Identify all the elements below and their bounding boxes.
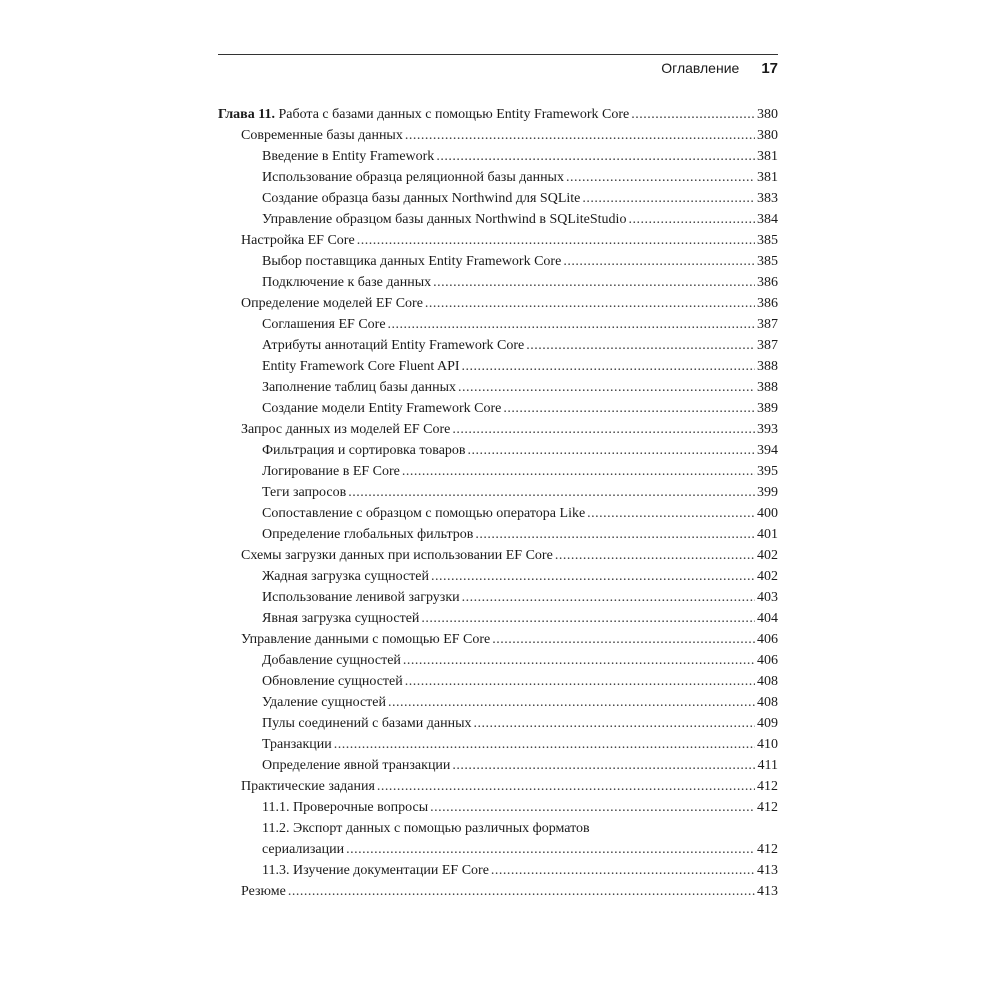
toc-entry-title: Атрибуты аннотаций Entity Framework Core bbox=[262, 338, 525, 353]
toc-leader-dots bbox=[491, 860, 755, 881]
toc-subentry[interactable] bbox=[218, 461, 778, 482]
toc-entry-title: Резюме bbox=[241, 884, 286, 899]
toc-page-number: 412 bbox=[757, 779, 778, 794]
toc-subentry[interactable] bbox=[218, 188, 778, 209]
toc-page-number: 385 bbox=[757, 233, 778, 248]
toc-leader-dots bbox=[431, 566, 755, 587]
toc-entry-title: Управление образцом базы данных Northwind в SQLiteStudio bbox=[262, 212, 627, 227]
toc-chapter-label: Глава 11. bbox=[218, 107, 275, 122]
toc-leader-dots bbox=[473, 713, 755, 734]
toc-entry-title: Транзакции bbox=[262, 737, 332, 752]
toc-entry-title: 11.1. Проверочные вопросы bbox=[262, 800, 429, 815]
toc-page-number: 386 bbox=[757, 296, 778, 311]
toc-entry-title: Современные базы данных bbox=[241, 128, 403, 143]
toc-page-number: 395 bbox=[757, 464, 778, 479]
toc-leader-dots bbox=[433, 272, 755, 293]
toc-subentry-wrapped[interactable] bbox=[218, 818, 778, 860]
toc-leader-dots bbox=[631, 104, 755, 125]
toc-subentry[interactable] bbox=[218, 797, 778, 818]
toc-entry-title: Создание модели Entity Framework Core bbox=[262, 401, 502, 416]
toc-leader-dots bbox=[346, 839, 755, 860]
toc-page-number: 411 bbox=[757, 758, 778, 773]
toc-subentry[interactable] bbox=[218, 209, 778, 230]
toc-page-number: 404 bbox=[757, 611, 778, 626]
toc-subentry[interactable] bbox=[218, 755, 778, 776]
toc-entry-title: Введение в Entity Framework bbox=[262, 149, 435, 164]
toc-leader-dots bbox=[458, 377, 755, 398]
toc-subentry[interactable] bbox=[218, 272, 778, 293]
toc-subentry[interactable] bbox=[218, 713, 778, 734]
toc-page-number: 406 bbox=[757, 653, 778, 668]
toc-entry-title: Практические задания bbox=[241, 779, 375, 794]
toc-entry-title: Создание образца базы данных Northwind для SQLite bbox=[262, 191, 581, 206]
toc-leader-dots bbox=[377, 776, 755, 797]
toc-page-number: 381 bbox=[757, 149, 778, 164]
toc-entry-title: Жадная загрузка сущностей bbox=[262, 569, 430, 584]
toc-entry-title: Управление данными с помощью EF Core bbox=[241, 632, 491, 647]
toc-leader-dots bbox=[468, 440, 755, 461]
toc-page-number: 399 bbox=[757, 485, 778, 500]
toc-entry-title: Пулы соединений с базами данных bbox=[262, 716, 472, 731]
toc-entry[interactable] bbox=[218, 776, 778, 797]
toc-leader-dots bbox=[334, 734, 755, 755]
toc-leader-dots bbox=[582, 188, 755, 209]
toc-entry[interactable] bbox=[218, 545, 778, 566]
toc-subentry[interactable] bbox=[218, 650, 778, 671]
header-rule bbox=[218, 54, 778, 55]
toc-leader-dots bbox=[526, 335, 755, 356]
toc-page-number: 394 bbox=[757, 443, 778, 458]
toc-entry-title: Использование образца реляционной базы данных bbox=[262, 170, 564, 185]
toc-page-number: 406 bbox=[757, 632, 778, 647]
toc-entry-title: Определение моделей EF Core bbox=[241, 296, 423, 311]
toc-entry[interactable] bbox=[218, 629, 778, 650]
toc-entry[interactable] bbox=[218, 293, 778, 314]
toc-leader-dots bbox=[348, 482, 755, 503]
toc-leader-dots bbox=[462, 356, 755, 377]
toc-entry-title: Удаление сущностей bbox=[262, 695, 386, 710]
toc-page-number: 402 bbox=[757, 548, 778, 563]
toc-leader-dots bbox=[492, 629, 755, 650]
toc-leader-dots bbox=[388, 314, 755, 335]
header-page-number: 17 bbox=[761, 60, 778, 77]
toc-page-number: 393 bbox=[757, 422, 778, 437]
toc-page-number: 389 bbox=[757, 401, 778, 416]
toc-subentry[interactable] bbox=[218, 734, 778, 755]
toc-page-number: 408 bbox=[757, 674, 778, 689]
toc-subentry[interactable] bbox=[218, 482, 778, 503]
toc-entry-title: Теги запросов bbox=[262, 485, 347, 500]
toc-leader-dots bbox=[405, 671, 755, 692]
toc-chapter-entry[interactable] bbox=[218, 104, 778, 125]
toc-leader-dots bbox=[462, 587, 755, 608]
toc-page-number: 387 bbox=[757, 338, 778, 353]
toc-entry-title: Entity Framework Core Fluent API bbox=[262, 359, 460, 374]
table-of-contents bbox=[218, 104, 778, 902]
toc-entry[interactable] bbox=[218, 419, 778, 440]
toc-entry-title: 11.3. Изучение документации EF Core bbox=[262, 863, 489, 878]
toc-page-number: 384 bbox=[757, 212, 778, 227]
toc-entry-title: Выбор поставщика данных Entity Framework Core bbox=[262, 254, 562, 269]
toc-subentry[interactable] bbox=[218, 440, 778, 461]
header-section-title: Оглавление bbox=[661, 60, 740, 76]
toc-page-number: 388 bbox=[757, 380, 778, 395]
toc-subentry[interactable] bbox=[218, 860, 778, 881]
toc-page-number: 381 bbox=[757, 170, 778, 185]
toc-leader-dots bbox=[388, 692, 755, 713]
toc-subentry[interactable] bbox=[218, 503, 778, 524]
toc-entry-title: Соглашения EF Core bbox=[262, 317, 386, 332]
toc-page-number: 402 bbox=[757, 569, 778, 584]
toc-page-number: 387 bbox=[757, 317, 778, 332]
toc-subentry[interactable] bbox=[218, 608, 778, 629]
toc-entry[interactable] bbox=[218, 230, 778, 251]
toc-leader-dots bbox=[587, 503, 755, 524]
toc-entry-title: Фильтрация и сортировка товаров bbox=[262, 443, 466, 458]
toc-chapter-title: Работа с базами данных с помощью Entity Framework Core bbox=[278, 107, 630, 122]
toc-entry-title: Обновление сущностей bbox=[262, 674, 403, 689]
toc-subentry[interactable] bbox=[218, 671, 778, 692]
toc-page-number: 380 bbox=[757, 107, 778, 122]
toc-page-number: 410 bbox=[757, 737, 778, 752]
toc-entry[interactable] bbox=[218, 125, 778, 146]
toc-page-number: 386 bbox=[757, 275, 778, 290]
toc-leader-dots bbox=[402, 461, 755, 482]
toc-subentry[interactable] bbox=[218, 356, 778, 377]
toc-subentry[interactable] bbox=[218, 566, 778, 587]
toc-subentry[interactable] bbox=[218, 314, 778, 335]
toc-leader-dots bbox=[405, 125, 755, 146]
toc-page-number: 400 bbox=[757, 506, 778, 521]
toc-page-number: 408 bbox=[757, 695, 778, 710]
toc-subentry[interactable] bbox=[218, 335, 778, 356]
toc-leader-dots bbox=[566, 167, 755, 188]
toc-leader-dots bbox=[288, 881, 755, 902]
toc-entry-title: Настройка EF Core bbox=[241, 233, 355, 248]
toc-page-number: 388 bbox=[757, 359, 778, 374]
toc-entry-title-line1: 11.2. Экспорт данных с помощью различных форматов bbox=[262, 821, 590, 836]
toc-leader-dots bbox=[452, 419, 755, 440]
toc-entry-title: Подключение к базе данных bbox=[262, 275, 432, 290]
toc-entry-title: Логирование в EF Core bbox=[262, 464, 400, 479]
toc-subentry[interactable] bbox=[218, 251, 778, 272]
toc-page-number: 413 bbox=[757, 884, 778, 899]
toc-entry-title: Схемы загрузки данных при использовании EF Core bbox=[241, 548, 553, 563]
toc-page-number: 401 bbox=[757, 527, 778, 542]
toc-page-number: 412 bbox=[757, 800, 778, 815]
toc-leader-dots bbox=[555, 545, 755, 566]
toc-page-number: 412 bbox=[757, 842, 778, 857]
toc-leader-dots bbox=[425, 293, 755, 314]
toc-page-number: 409 bbox=[757, 716, 778, 731]
toc-page-number: 380 bbox=[757, 128, 778, 143]
toc-leader-dots bbox=[475, 524, 755, 545]
toc-subentry[interactable] bbox=[218, 692, 778, 713]
toc-entry-title: Явная загрузка сущностей bbox=[262, 611, 420, 626]
toc-leader-dots bbox=[421, 608, 755, 629]
toc-entry-title: Сопоставление с образцом с помощью оператора Like bbox=[262, 506, 586, 521]
toc-subentry[interactable] bbox=[218, 398, 778, 419]
toc-subentry[interactable] bbox=[218, 524, 778, 545]
toc-leader-dots bbox=[452, 755, 755, 776]
toc-entry-title-line2: сериализации bbox=[262, 842, 345, 857]
toc-entry-title: Использование ленивой загрузки bbox=[262, 590, 460, 605]
toc-entry-title: Добавление сущностей bbox=[262, 653, 401, 668]
toc-entry-title: Запрос данных из моделей EF Core bbox=[241, 422, 451, 437]
toc-page-number: 403 bbox=[757, 590, 778, 605]
toc-leader-dots bbox=[430, 797, 755, 818]
toc-entry[interactable] bbox=[218, 881, 778, 902]
toc-entry-title: Заполнение таблиц базы данных bbox=[262, 380, 456, 395]
toc-subentry[interactable] bbox=[218, 377, 778, 398]
toc-subentry[interactable] bbox=[218, 146, 778, 167]
toc-page-number: 385 bbox=[757, 254, 778, 269]
toc-leader-dots bbox=[436, 146, 755, 167]
toc-leader-dots bbox=[628, 209, 755, 230]
toc-entry-title: Определение глобальных фильтров bbox=[262, 527, 474, 542]
toc-leader-dots bbox=[403, 650, 755, 671]
toc-subentry[interactable] bbox=[218, 587, 778, 608]
toc-leader-dots bbox=[357, 230, 755, 251]
toc-leader-dots bbox=[563, 251, 755, 272]
running-header bbox=[218, 60, 778, 82]
toc-subentry[interactable] bbox=[218, 167, 778, 188]
toc-page-number: 383 bbox=[757, 191, 778, 206]
toc-leader-dots bbox=[503, 398, 755, 419]
toc-entry-title: Определение явной транзакции bbox=[262, 758, 451, 773]
toc-page-number: 413 bbox=[757, 863, 778, 878]
